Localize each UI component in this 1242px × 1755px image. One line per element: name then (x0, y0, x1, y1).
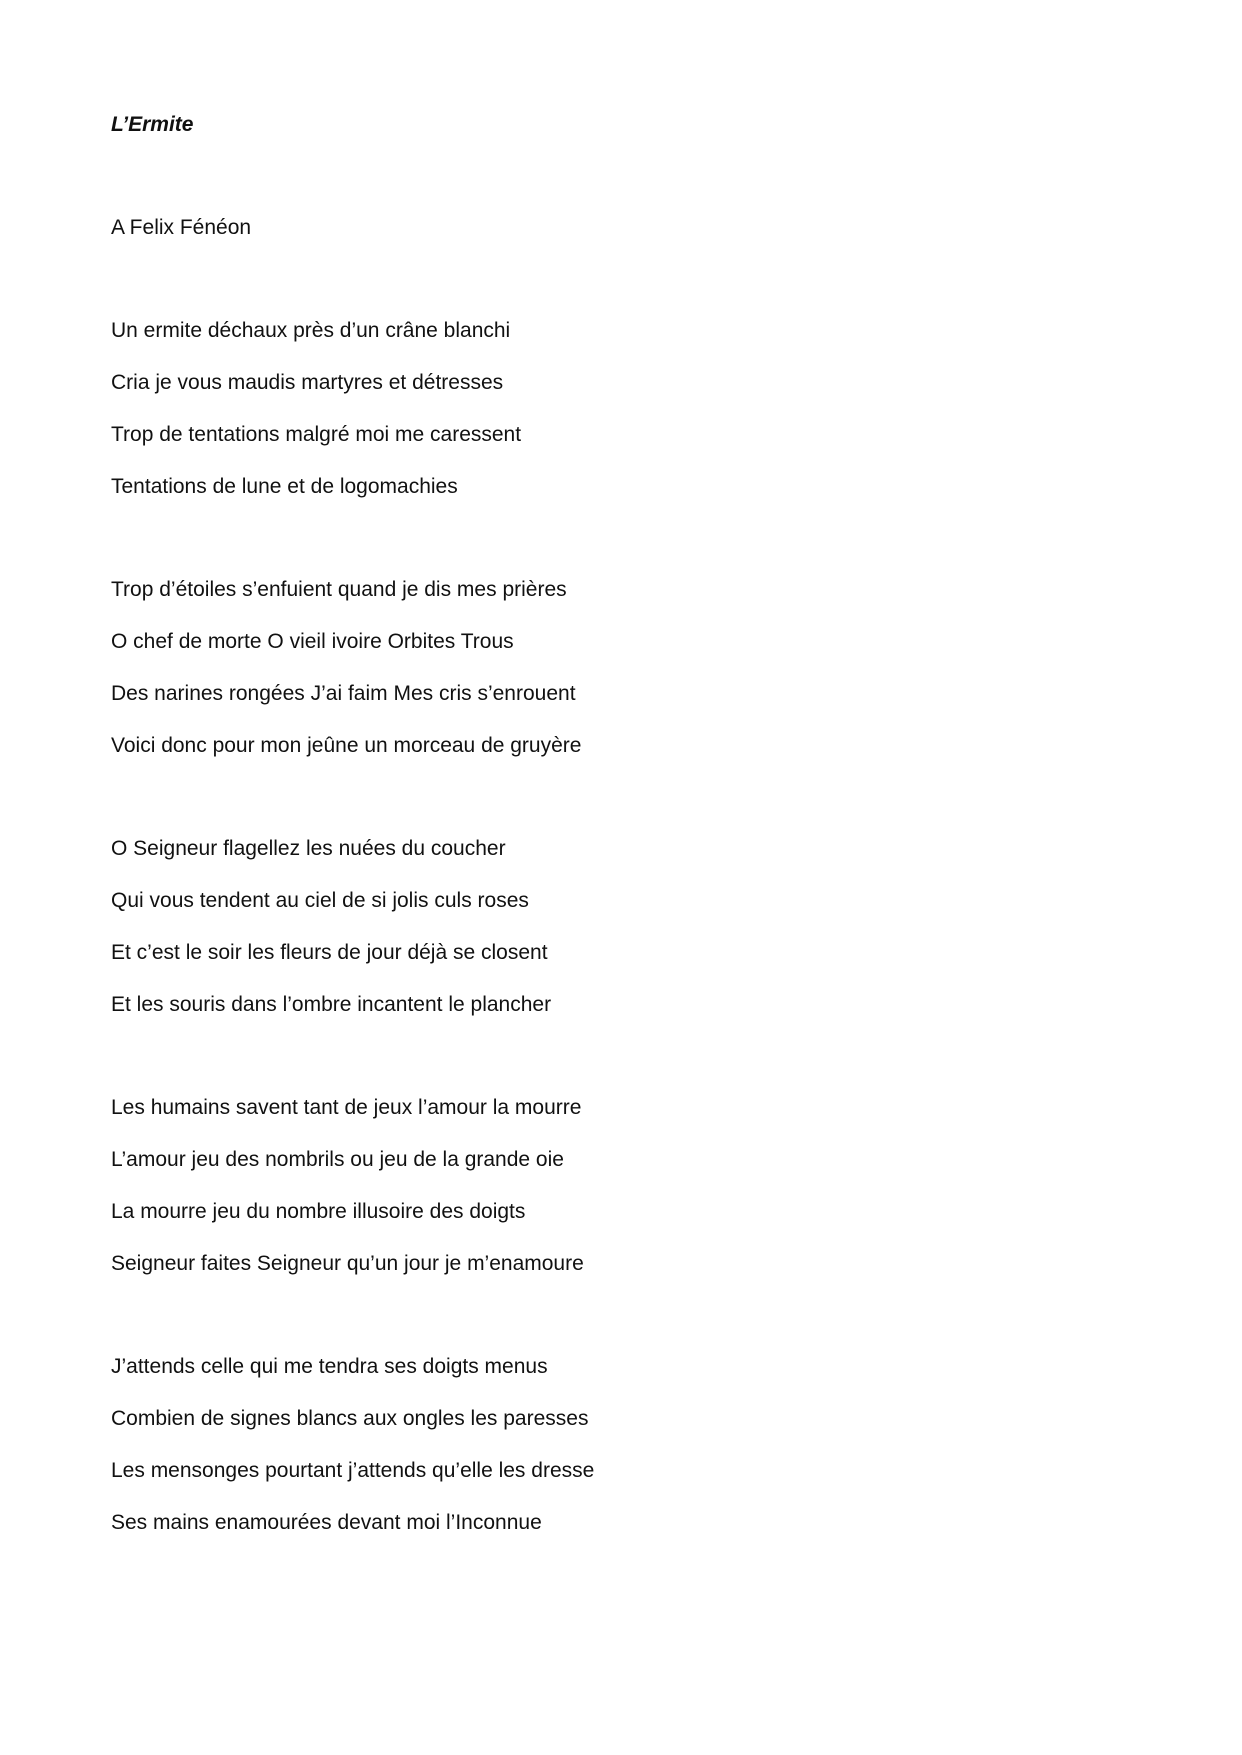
verse-line: O Seigneur flagellez les nuées du coucher (111, 837, 506, 860)
verse-line: L’amour jeu des nombrils ou jeu de la grande oie (111, 1148, 564, 1171)
stanza-1 (111, 319, 521, 499)
verse-line: Les mensonges pourtant j’attends qu’elle les dresse (111, 1459, 595, 1482)
verse-line: Et c’est le soir les fleurs de jour déjà se closent (111, 941, 548, 964)
stanza-3 (111, 837, 551, 1017)
verse-line: Des narines rongées J’ai faim Mes cris s’enrouent (111, 682, 576, 705)
verse-line: Trop d’étoiles s’enfuient quand je dis mes prières (111, 578, 567, 601)
stanza-4 (111, 1096, 584, 1276)
verse-line: Et les souris dans l’ombre incantent le plancher (111, 993, 552, 1016)
stanza-5 (111, 1355, 594, 1535)
verse-line: Ses mains enamourées devant moi l’Inconnue (111, 1511, 542, 1534)
verse-line: La mourre jeu du nombre illusoire des doigts (111, 1200, 526, 1223)
verse-line: Cria je vous maudis martyres et détresses (111, 371, 504, 394)
verse-line: O chef de morte O vieil ivoire Orbites Trous (111, 630, 514, 653)
verse-line: Qui vous tendent au ciel de si jolis culs roses (111, 889, 529, 912)
verse-line: Un ermite déchaux près d’un crâne blanchi (111, 319, 511, 342)
verse-line: Tentations de lune et de logomachies (111, 475, 458, 498)
poem-dedication: A Felix Fénéon (111, 216, 252, 239)
verse-line: Seigneur faites Seigneur qu’un jour je m’enamoure (111, 1252, 584, 1275)
poem-title: L’Ermite (111, 113, 194, 136)
verse-line: Les humains savent tant de jeux l’amour la mourre (111, 1096, 582, 1119)
verse-line: Voici donc pour mon jeûne un morceau de gruyère (111, 734, 582, 757)
verse-line: Trop de tentations malgré moi me caressent (111, 423, 522, 446)
verse-line: Combien de signes blancs aux ongles les paresses (111, 1407, 589, 1430)
stanza-2 (111, 578, 581, 758)
verse-line: J’attends celle qui me tendra ses doigts menus (111, 1355, 548, 1378)
